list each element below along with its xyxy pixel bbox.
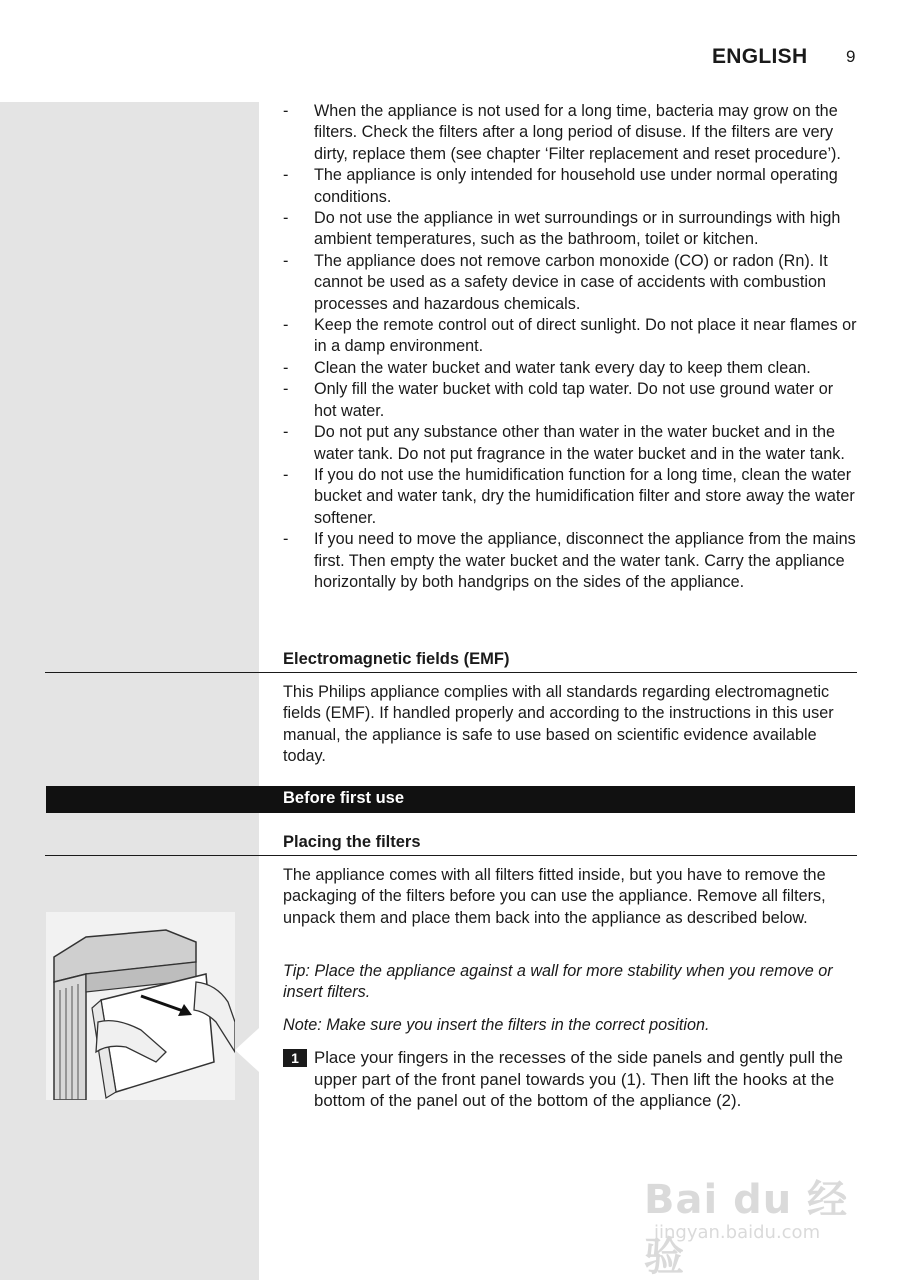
warning-item: - The appliance does not remove carbon monoxide (CO) or radon (Rn). It cannot be used as a safety device in case of accidents with combustion processes and hazardous chemicals. [283,251,859,315]
warning-item: - If you need to move the appliance, disconnect the appliance from the mains first. Then empty the water bucket and the water tank. Carry the appliance horizontally by both handgrips on the sides of the appliance. [283,529,859,593]
emf-heading: Electromagnetic fields (EMF) [283,650,510,668]
warning-item: - Clean the water bucket and water tank every day to keep them clean. [283,358,859,379]
step-number-badge: 1 [283,1049,307,1067]
baidu-watermark [640,1140,860,1280]
placing-filters-heading: Placing the filters [283,833,421,851]
illustration-pointer [235,1028,259,1072]
tip-text: Tip: Place the appliance against a wall for more stability when you remove or insert filters. [283,962,833,1002]
watermark-url: jingyan.baidu.com [654,1222,821,1243]
note-text: Note: Make sure you insert the filters in the correct position. [283,1016,710,1034]
before-first-use-heading: Before first use [283,789,405,807]
warnings-list [283,101,859,593]
warning-item: - The appliance is only intended for household use under normal operating conditions. [283,165,859,208]
language-header: ENGLISH [712,45,808,68]
warning-item: - When the appliance is not used for a long time, bacteria may grow on the filters. Check the filters after a long period of disuse. If the filters are very dirty, replace them (see chapter ‘Filter replacement and reset procedure’). [283,101,859,165]
placing-intro: The appliance comes with all filters fitted inside, but you have to remove the packaging of the filters before you can use the appliance. Remove all filters, unpack them and place them back into the appliance as described below. [283,866,826,927]
emf-text: This Philips appliance complies with all standards regarding electromagnetic fields (EMF). If handled properly and according to the instructions in this user manual, the appliance is safe to use based on scientific evidence available today. [283,683,834,766]
warning-item: - Only fill the water bucket with cold tap water. Do not use ground water or hot water. [283,379,859,422]
step-text: Place your fingers in the recesses of the side panels and gently pull the upper part of the front panel towards you (1). Then lift the hooks at the bottom of the panel out of the bottom of the appliance (2). [314,1048,843,1110]
emf-divider [45,672,857,673]
margin-sidebar [0,102,259,1280]
warning-item: - Keep the remote control out of direct sunlight. Do not place it near flames or in a damp environment. [283,315,859,358]
placing-divider [45,855,857,856]
appliance-drawing [46,912,235,1100]
warnings-list-container [283,101,859,593]
filter-illustration [46,912,235,1100]
before-first-use-bar [46,786,855,813]
warning-item: - If you do not use the humidification function for a long time, clean the water bucket and water tank, dry the humidification filter and store away the water softener. [283,465,859,529]
page-number: 9 [846,47,856,66]
step-1 [283,1047,859,1112]
warning-item: - Do not put any substance other than water in the water bucket and in the water tank. Do not put fragrance in the water bucket and in the water tank. [283,422,859,465]
warning-item: - Do not use the appliance in wet surroundings or in surroundings with high ambient temperatures, such as the bathroom, toilet or kitchen. [283,208,859,251]
watermark-logo: Bai du 经验 [644,1177,849,1280]
